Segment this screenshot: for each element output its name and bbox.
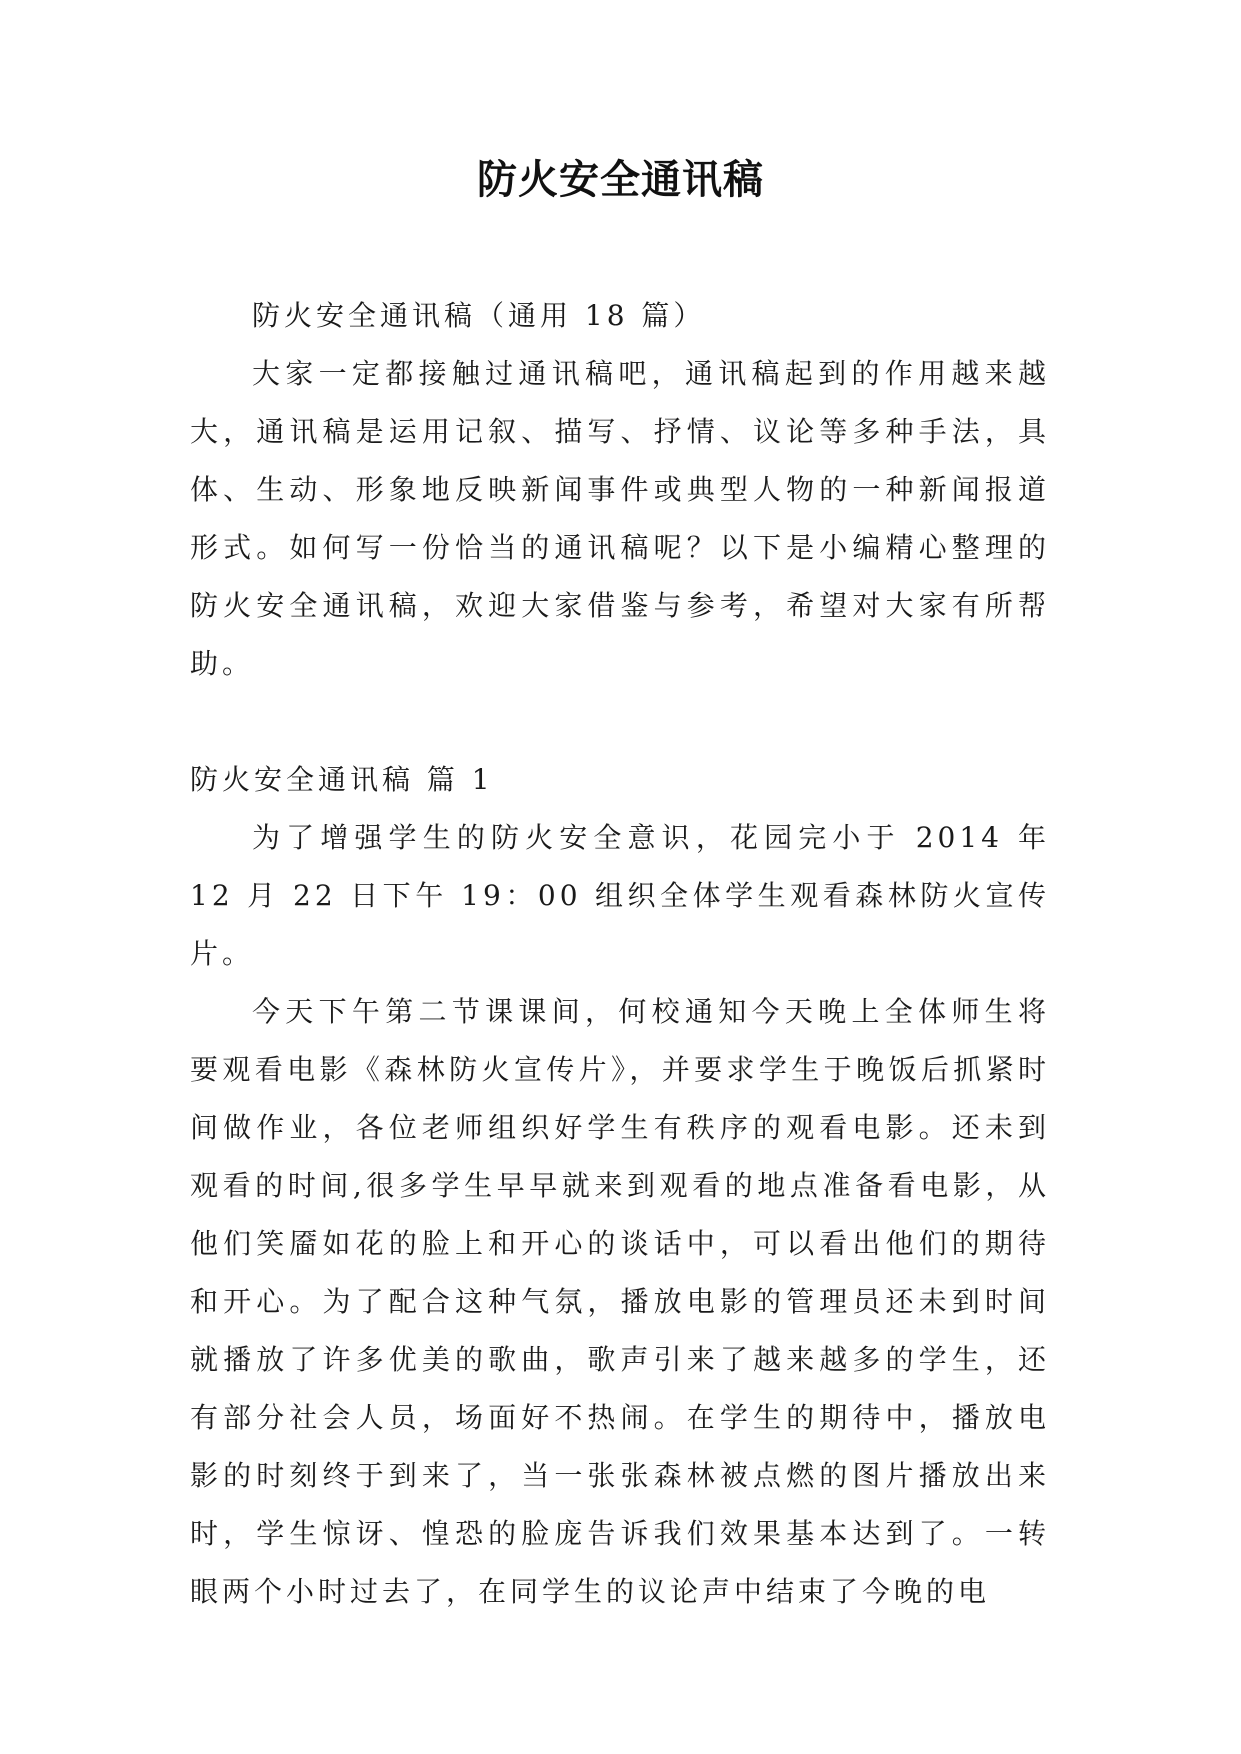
document-body bbox=[190, 287, 1050, 1621]
document-title: 防火安全通讯稿 bbox=[477, 156, 764, 203]
paragraph-1: 为了增强学生的防火安全意识，花园完小于 2014 年 12 月 22 日下午 19：00 组织全体学生观看森林防火宣传片。 bbox=[190, 821, 1050, 970]
intro-paragraph: 大家一定都接触过通讯稿吧，通讯稿起到的作用越来越大，通讯稿是运用记叙、描写、抒情、议论等多种手法，具体、生动、形象地反映新闻事件或典型人物的一种新闻报道形式。如何写一份恰当的通讯稿呢？以下是小编精心整理的防火安全通讯稿，欢迎大家借鉴与参考，希望对大家有所帮助。 bbox=[190, 357, 1050, 680]
document-subtitle: 防火安全通讯稿（通用 18 篇） bbox=[252, 299, 706, 332]
section-heading: 防火安全通讯稿 篇 1 bbox=[190, 763, 494, 796]
paragraph-2: 今天下午第二节课课间，何校通知今天晚上全体师生将要观看电影《森林防火宣传片》，并要求学生于晚饭后抓紧时间做作业，各位老师组织好学生有秩序的观看电影。还未到观看的时间,很多学生早早就来到观看的地点准备看电影，从他们笑靥如花的脸上和开心的谈话中，可以看出他们的期待和开心。为了配合这种气氛，播放电影的管理员还未到时间就播放了许多优美的歌曲，歌声引来了越来越多的学生，还有部分社会人员，场面好不热闹。在学生的期待中，播放电影的时刻终于到来了，当一张张森林被点燃的图片播放出来时，学生惊讶、惶恐的脸庞告诉我们效果基本达到了。一转眼两个小时过去了，在同学生的议论声中结束了今晚的电 bbox=[190, 995, 1050, 1608]
